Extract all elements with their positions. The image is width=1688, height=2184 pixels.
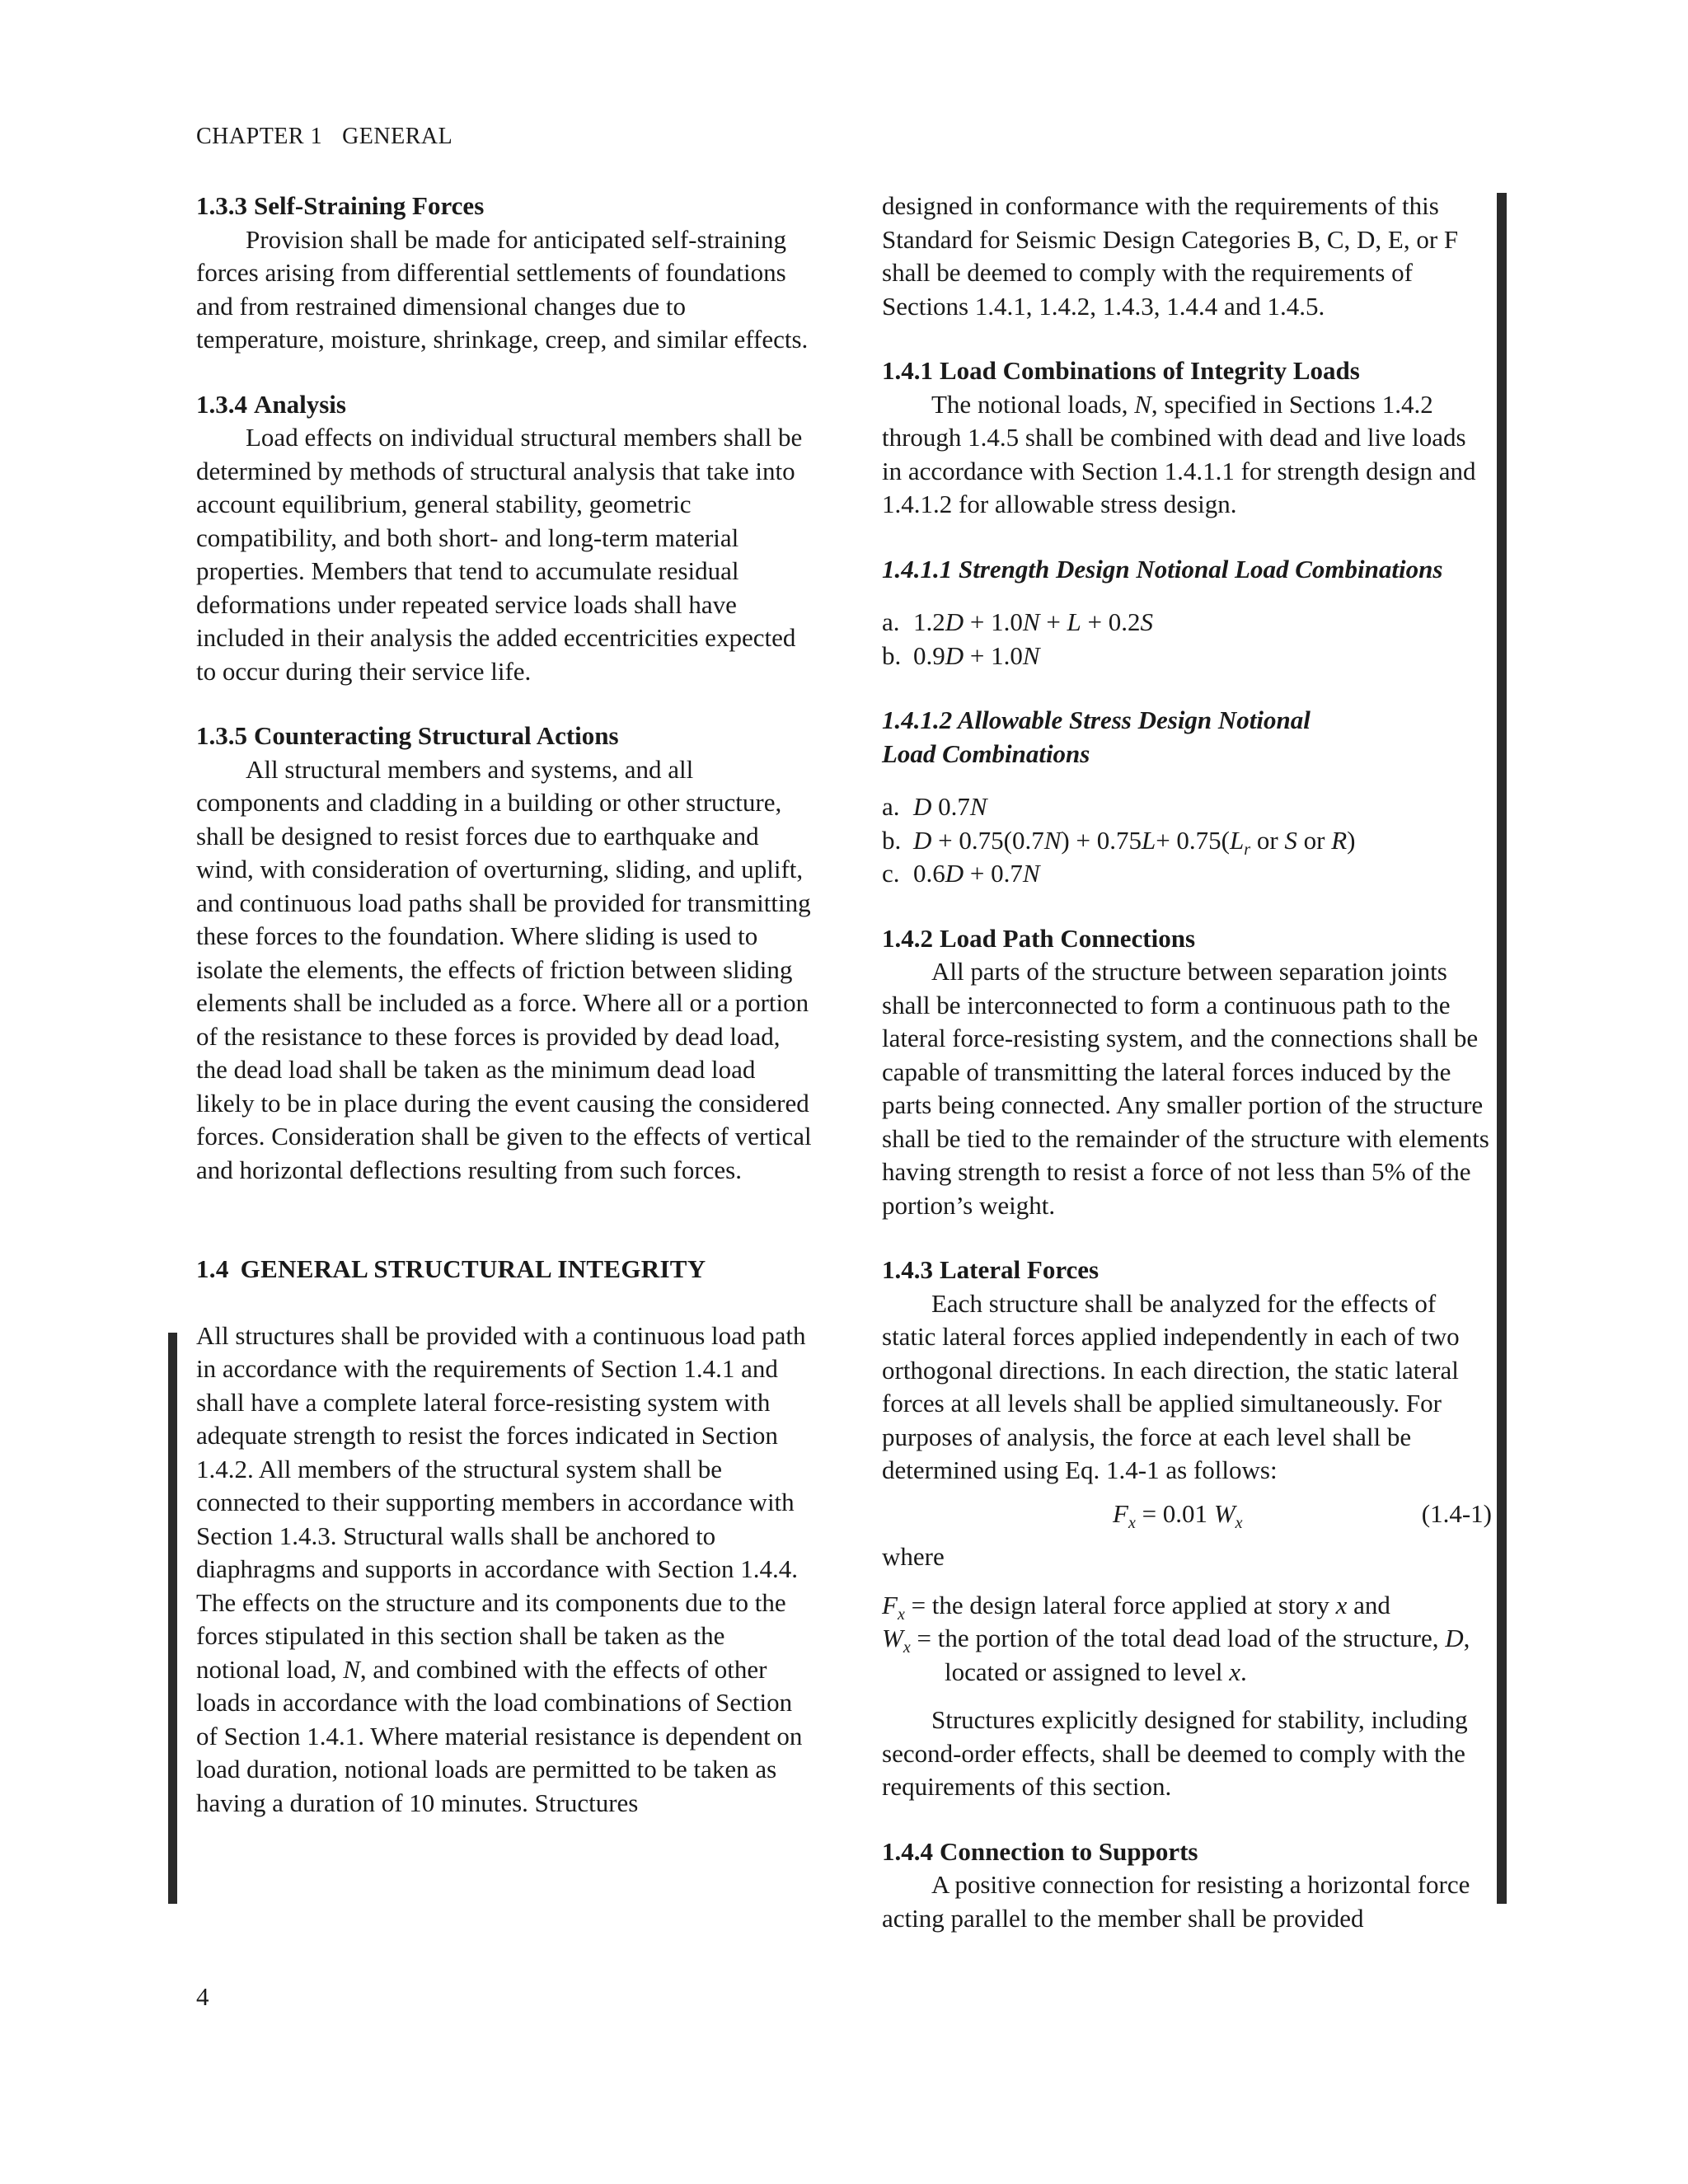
section-body-1-4-3-stability: Structures explicitly designed for stability, including second-order effects, shall be deemed to comply with the requirements of this section.	[882, 1705, 1468, 1801]
section-heading-1-4-4: 1.4.4 Connection to Supports	[882, 1836, 1198, 1866]
chapter-label: CHAPTER 1	[196, 124, 323, 149]
section-heading-1-4-1-1: 1.4.1.1 Strength Design Notional Load Combinations	[882, 554, 1443, 583]
section-body-1-3-4: Load effects on individual structural members shall be determined by methods of structural analysis that take into account equilibrium, general stability, geometric compatibility, and both short- and long-term material properties. Members that tend to accumulate residual deformations under repeated service loads shall have included in their analysis the added eccentricities expected to occur during their service life.	[196, 423, 803, 686]
equation-expression: $F_x = 0.01$ $W_x$	[1113, 1498, 1243, 1532]
section-heading-1-3-5: 1.3.5 Counteracting Structural Actions	[196, 721, 619, 750]
section-body-1-3-5: All structural members and systems, and all components and cladding in a building or other structure, shall be designed to resist forces due to earthquake and wind, with consideration of overturning, sliding, and uplift, and continuous load paths shall be provided for transmitting these forces to the foundation. Where sliding is used to isolate the elements, the effects of friction between sliding elements shall be included as a force. Where all or a portion of the resistance to these forces is provided by dead load, the dead load shall be taken as the minimum dead load likely to be in place during the event causing the considered forces. Consideration shall be given to the effects of vertical and horizontal deflections resulting from such forces.	[196, 754, 812, 1184]
section-body-1-4-2: All parts of the structure between separation joints shall be interconnected to form a continuous path to the lateral force-resisting system, and the connections shall be capable of transmitting the lateral forces induced by the parts being connected. Any smaller portion of the structure shall be tied to the remainder of the structure with elements having strength to resist a force of not less than 5% of the portion’s weight.	[882, 957, 1489, 1220]
section-heading-1-4: 1.4 GENERAL STRUCTURAL INTEGRITY	[196, 1254, 706, 1283]
left-column	[196, 190, 814, 1820]
item-formula: 0.9D + 1.0N	[913, 640, 1040, 670]
section-body-1-4: All structures shall be provided with a continuous load path in accordance with the requirements of Section 1.4.1 and shall have a complete lateral force-resisting system with adequate strength to resist the forces indicated in Section 1.4.2. All members of the structural system shall be connected to their supporting members in accordance with Section 1.4.3. Structural walls shall be anchored to diaphragms and supports in accordance with Section 1.4.4. The effects on the structure and its components due to the forces stipulated in this section shall be taken as the notional load, N, and combined with the effects of other loads in accordance with the load combinations of Section of Section 1.4.1. Where material resistance is dependent on load duration, notional loads are permitted to be taken as having a duration of 10 minutes. Structures	[196, 1320, 806, 1817]
section-body-1-4-1: The notional loads, N, specified in Sections 1.4.2 through 1.4.5 shall be combined with dead and live loads in accordance with Section 1.4.1.1 for strength design and 1.4.1.2 for allowable stress design.	[882, 389, 1476, 518]
item-label: b.	[882, 825, 902, 855]
load-combination-list-strength	[882, 606, 1492, 673]
change-bar-left	[168, 1333, 177, 1904]
load-combination-item	[882, 790, 1492, 824]
section-heading-1-4-1: 1.4.1 Load Combinations of Integrity Loads	[882, 356, 1360, 385]
section-heading-1-4-2: 1.4.2 Load Path Connections	[882, 923, 1196, 953]
section-body-1-3-3: Provision shall be made for anticipated self-straining forces arising from differential settlements of foundations and from restrained dimensional changes due to temperature, moisture, shrinkage, creep, and similar effects.	[196, 224, 809, 354]
section-body-1-4-3: Each structure shall be analyzed for the effects of static lateral forces applied independently in each of two orthogonal directions. In each direction, the static lateral forces at all levels shall be applied simultaneously. For purposes of analysis, the force at each level shall be determined using Eq. 1.4-1 as follows:	[882, 1288, 1460, 1484]
load-combination-list-asd	[882, 790, 1492, 891]
item-formula: D 0.7N	[913, 792, 987, 821]
item-label: a.	[882, 607, 900, 636]
section-heading-1-4-1-2: 1.4.1.2 Allowable Stress Design Notional Load Combinations	[882, 705, 1311, 768]
running-header	[196, 124, 452, 150]
section-heading-1-3-4: 1.3.4 Analysis	[196, 389, 346, 419]
right-column	[882, 190, 1492, 1935]
load-combination-item	[882, 857, 1492, 891]
definition-fx: $F_x$ = the design lateral force applied at story x and	[882, 1590, 1390, 1624]
section-heading-1-3-3: 1.3.3 Self-Straining Forces	[196, 191, 485, 220]
chapter-title: GENERAL	[342, 124, 453, 149]
equation-1-4-1	[882, 1497, 1492, 1531]
item-label: c.	[882, 859, 900, 888]
item-label: a.	[882, 792, 900, 821]
section-body-1-4-4: A positive connection for resisting a horizontal force acting parallel to the member shall be provided	[882, 1870, 1470, 1933]
page-number: 4	[196, 1982, 209, 2011]
continued-paragraph: designed in conformance with the requirements of this Standard for Seismic Design Categories B, C, D, E, or F shall be deemed to comply with the requirements of Sections 1.4.1, 1.4.2, 1.4.3, 1.4.4 and 1.4.5.	[882, 191, 1459, 321]
load-combination-item	[882, 824, 1492, 858]
item-formula: 0.6D + 0.7N	[913, 859, 1040, 888]
equation-number: (1.4-1)	[1421, 1498, 1492, 1528]
item-formula: $D + 0.75(0.7N) + 0.75L+ 0.75(L_r$ or S or R)	[913, 825, 1356, 859]
load-combination-item	[882, 640, 1492, 673]
where-label: where	[882, 1542, 945, 1571]
load-combination-item	[882, 606, 1492, 640]
item-formula: 1.2D + 1.0N + L + 0.2S	[913, 607, 1154, 636]
change-bar-right	[1497, 193, 1507, 1904]
section-heading-1-4-3: 1.4.3 Lateral Forces	[882, 1255, 1100, 1284]
definition-wx: $W_x$ = the portion of the total dead load of the structure, D, located or assigned to level x.	[882, 1624, 1470, 1686]
item-label: b.	[882, 640, 902, 670]
